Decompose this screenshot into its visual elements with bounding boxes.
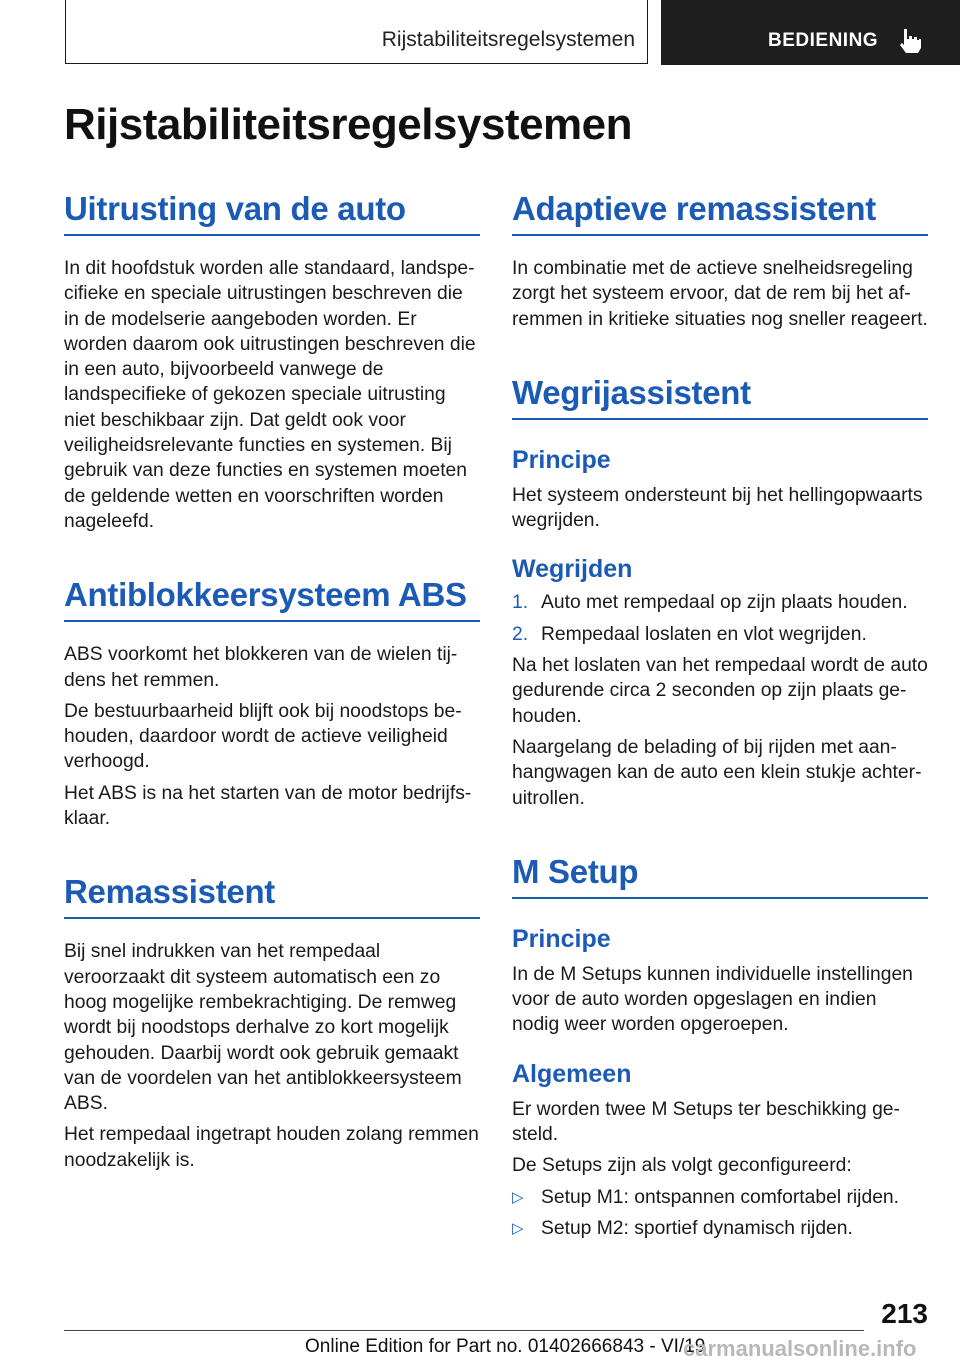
msetup-bullet-list — [512, 1185, 928, 1242]
brake-assist-text-2: Het rempedaal ingetrapt houden zolang remmen noodzakelijk is. — [64, 1124, 479, 1171]
section-heading-hill: Wegrijassistent — [512, 374, 928, 420]
msetup-general-heading: Algemeen — [512, 1059, 632, 1088]
section-heading-equipment: Uitrusting van de auto — [64, 190, 480, 236]
hill-principle-text: Het systeem ondersteunt bij het hellingopwaarts wegrijden. — [512, 484, 923, 532]
hill-steps-list — [512, 590, 928, 647]
step-number: 1. — [512, 592, 529, 614]
page-number: 213 — [881, 1298, 928, 1329]
triangle-bullet-icon: ▷ — [512, 1188, 524, 1206]
bullet-text: Setup M1: ontspannen comfortabel rijden. — [541, 1186, 899, 1208]
section-heading-abs: Antiblokkeersysteem ABS — [64, 576, 480, 622]
msetup-principle-text: In de M Setups kunnen individuelle instellingen voor de auto worden opgeslagen en indien nodig weer worden opgeroepen. — [512, 963, 913, 1036]
triangle-bullet-icon: ▷ — [512, 1219, 524, 1237]
section-heading-brake-assist: Remassistent — [64, 873, 480, 919]
list-item — [512, 1185, 928, 1210]
step-number: 2. — [512, 623, 529, 645]
hill-drive-heading: Wegrijden — [512, 555, 633, 584]
page-title: Rijstabiliteitsregelsystemen — [64, 100, 633, 149]
adaptive-text: In combinatie met de actieve snelheidsregeling zorgt het systeem ervoor, dat de rem bij het afremmen in kritieke situaties nog sneller reageert. — [512, 258, 928, 330]
header-chapter-title: BEDIENING — [768, 30, 879, 51]
header-section-box — [65, 0, 648, 64]
abs-text-2: De bestuurbaarheid blijft ook bij noodstops behouden, daardoor wordt de actieve veiligheid verhoogd. — [64, 700, 462, 773]
list-item — [512, 1216, 928, 1241]
right-column — [512, 190, 928, 1241]
abs-text-1: ABS voorkomt het blokkeren van de wielen tijdens het remmen. — [64, 644, 458, 691]
brake-assist-text-1: Bij snel indrukken van het rempedaal veroorzaakt dit systeem automatisch een zo hoog mogelijke rembekrachtiging. De remweg wordt bij noodstops derhalve zo kort mogelijk gehouden. Daarbij wordt ook gebruik gemaakt van de voordelen van het antiblokkeersysteem ABS. — [64, 941, 462, 1115]
step-text: Rempedaal loslaten en vlot wegrijden. — [541, 623, 867, 645]
edition-note: Online Edition for Part no. 01402666843 - VI/19 — [305, 1336, 706, 1357]
watermark-text: carmanualsonline.info — [683, 1336, 917, 1361]
hill-text-2: Naargelang de belading of bij rijden met aanhangwagen kan de auto een klein stukje achteruitrollen. — [512, 736, 922, 809]
step-text: Auto met rempedaal op zijn plaats houden. — [541, 592, 908, 614]
header-section-title: Rijstabiliteitsregelsystemen — [381, 28, 635, 51]
list-item — [512, 622, 928, 647]
header-chapter-tab — [661, 0, 960, 65]
hand-pointer-icon — [897, 26, 923, 54]
section-heading-msetup: M Setup — [512, 853, 928, 899]
msetup-general-text: Er worden twee M Setups ter beschikking gesteld. — [512, 1098, 900, 1146]
msetup-config-text: De Setups zijn als volgt geconfigureerd: — [512, 1155, 852, 1177]
hill-principle-heading: Principe — [512, 445, 611, 474]
section-heading-adaptive: Adaptieve remassistent — [512, 190, 928, 236]
bullet-text: Setup M2: sportief dynamisch rijden. — [541, 1217, 853, 1239]
footer-divider — [64, 1330, 864, 1331]
list-item — [512, 590, 928, 615]
abs-text-3: Het ABS is na het starten van de motor bedrijfsklaar. — [64, 782, 472, 830]
equipment-text: In dit hoofdstuk worden alle standaard, landspecifieke en speciale uitrustingen beschreven die in de modelserie aangeboden worden. Er worden daarom ook uitrustingen beschreven die in een auto, bijvoorbeeld vanwege de landspecifieke of gekozen speciale uitrusting niet beschikbaar zijn. Dat geldt ook voor veiligheidsrelevante functies en systemen. Bij gebruik van deze functies en systemen moeten de geldende wetten en voorschriften worden nageleefd. — [64, 258, 476, 532]
hill-text-1: Na het loslaten van het rempedaal wordt de auto gedurende circa 2 seconden op zijn plaats gehouden. — [512, 655, 928, 727]
left-column — [64, 190, 480, 1173]
msetup-principle-heading: Principe — [512, 924, 611, 953]
